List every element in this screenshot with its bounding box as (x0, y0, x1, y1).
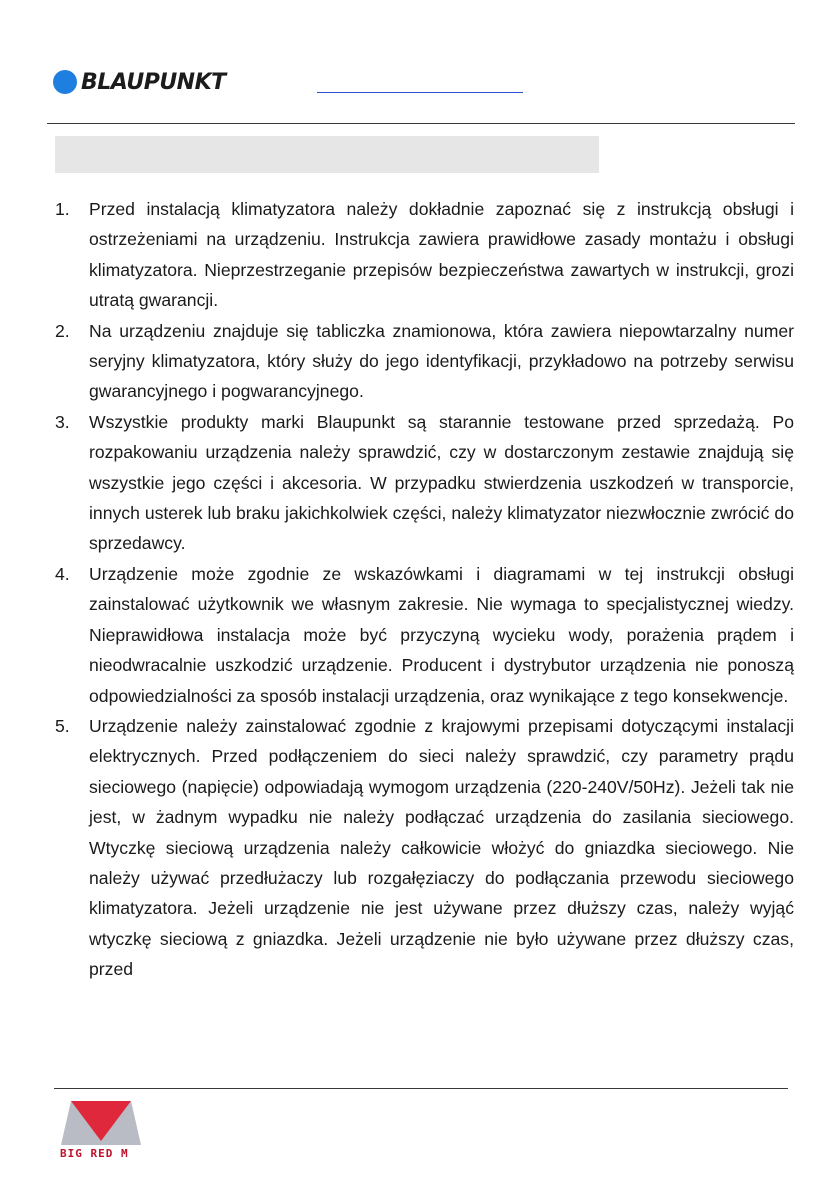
item-text: Urządzenie należy zainstalować zgodnie z krajowymi przepisami dotyczącymi instalacji elektrycznych. Przed podłączeniem do sieci należy sprawdzić, czy parametry prądu sieciowego (napięcie) odpowiadają wymogom urządzenia (220-240V/50Hz). Jeżeli tak nie jest, w żadnym wypadku nie należy podłączać urządzenia do zasilania sieciowego. Wtyczkę sieciową urządzenia należy całkowicie włożyć do gniazdka sieciowego. Nie należy używać przedłużaczy lub rozgałęziaczy do podłączania przewodu sieciowego klimatyzatora. Jeżeli urządzenie nie jest używane przez dłuższy czas, należy wyjąć wtyczkę sieciową z gniazdka. Jeżeli urządzenie nie było używane przez dłuższy czas, przed (89, 715, 794, 980)
list-item (55, 559, 794, 711)
blaupunkt-wordmark: BLAUPUNKT (81, 69, 226, 95)
section-title-bar (55, 136, 599, 173)
list-item (55, 407, 794, 559)
list-item (55, 711, 794, 985)
big-red-m-triangle-icon (57, 1101, 145, 1151)
item-number: 4. (55, 563, 70, 584)
blaupunkt-dot-icon (53, 70, 77, 94)
big-red-m-wordmark: BIG RED M (60, 1147, 129, 1160)
item-number: 3. (55, 411, 70, 432)
item-text: Urządzenie może zgodnie ze wskazówkami i diagramami w tej instrukcji obsługi zainstalować użytkownik we własnym zakresie. Nie wymaga to specjalistycznej wiedzy. Nieprawidłowa instalacja może być przyczyną wycieku wody, porażenia prądem i nieodwracalnie uszkodzić urządzenie. Producent i dystrybutor urządzenia nie ponoszą odpowiedzialności za sposób instalacji urządzenia, oraz wynikające z tego konsekwencje. (89, 563, 794, 706)
item-number: 5. (55, 715, 70, 736)
list-item (55, 316, 794, 407)
footer-divider (54, 1088, 788, 1089)
instructions-list (55, 194, 794, 985)
item-text: Wszystkie produkty marki Blaupunkt są starannie testowane przed sprzedażą. Po rozpakowaniu urządzenia należy sprawdzić, czy w dostarczonym zestawie znajdują się wszystkie jego części i akcesoria. W przypadku stwierdzenia uszkodzeń w transporcie, innych usterek lub braku jakichkolwiek części, należy klimatyzator niezwłocznie zwrócić do sprzedawcy. (89, 411, 794, 554)
list-item (55, 194, 794, 316)
header-link-underline[interactable] (317, 92, 523, 93)
item-number: 1. (55, 199, 70, 219)
page-header (0, 0, 839, 125)
item-text: Przed instalacją klimatyzatora należy dokładnie zapoznać się z instrukcją obsługi i ostrzeżeniami na urządzeniu. Instrukcja zawiera prawidłowe zasady montażu i obsługi klimatyzatora. Nieprzestrzeganie przepisów bezpieczeństwa zawartych w instrukcji, grozi utratą gwarancji. (89, 199, 794, 311)
item-text: Na urządzeniu znajduje się tabliczka znamionowa, która zawiera niepowtarzalny numer seryjny klimatyzatora, który służy do jego identyfikacji, przykładowo na potrzeby serwisu gwarancyjnego i pogwarancyjnego. (89, 320, 794, 402)
blaupunkt-logo (53, 69, 226, 95)
item-number: 2. (55, 320, 70, 341)
header-divider (47, 123, 795, 124)
